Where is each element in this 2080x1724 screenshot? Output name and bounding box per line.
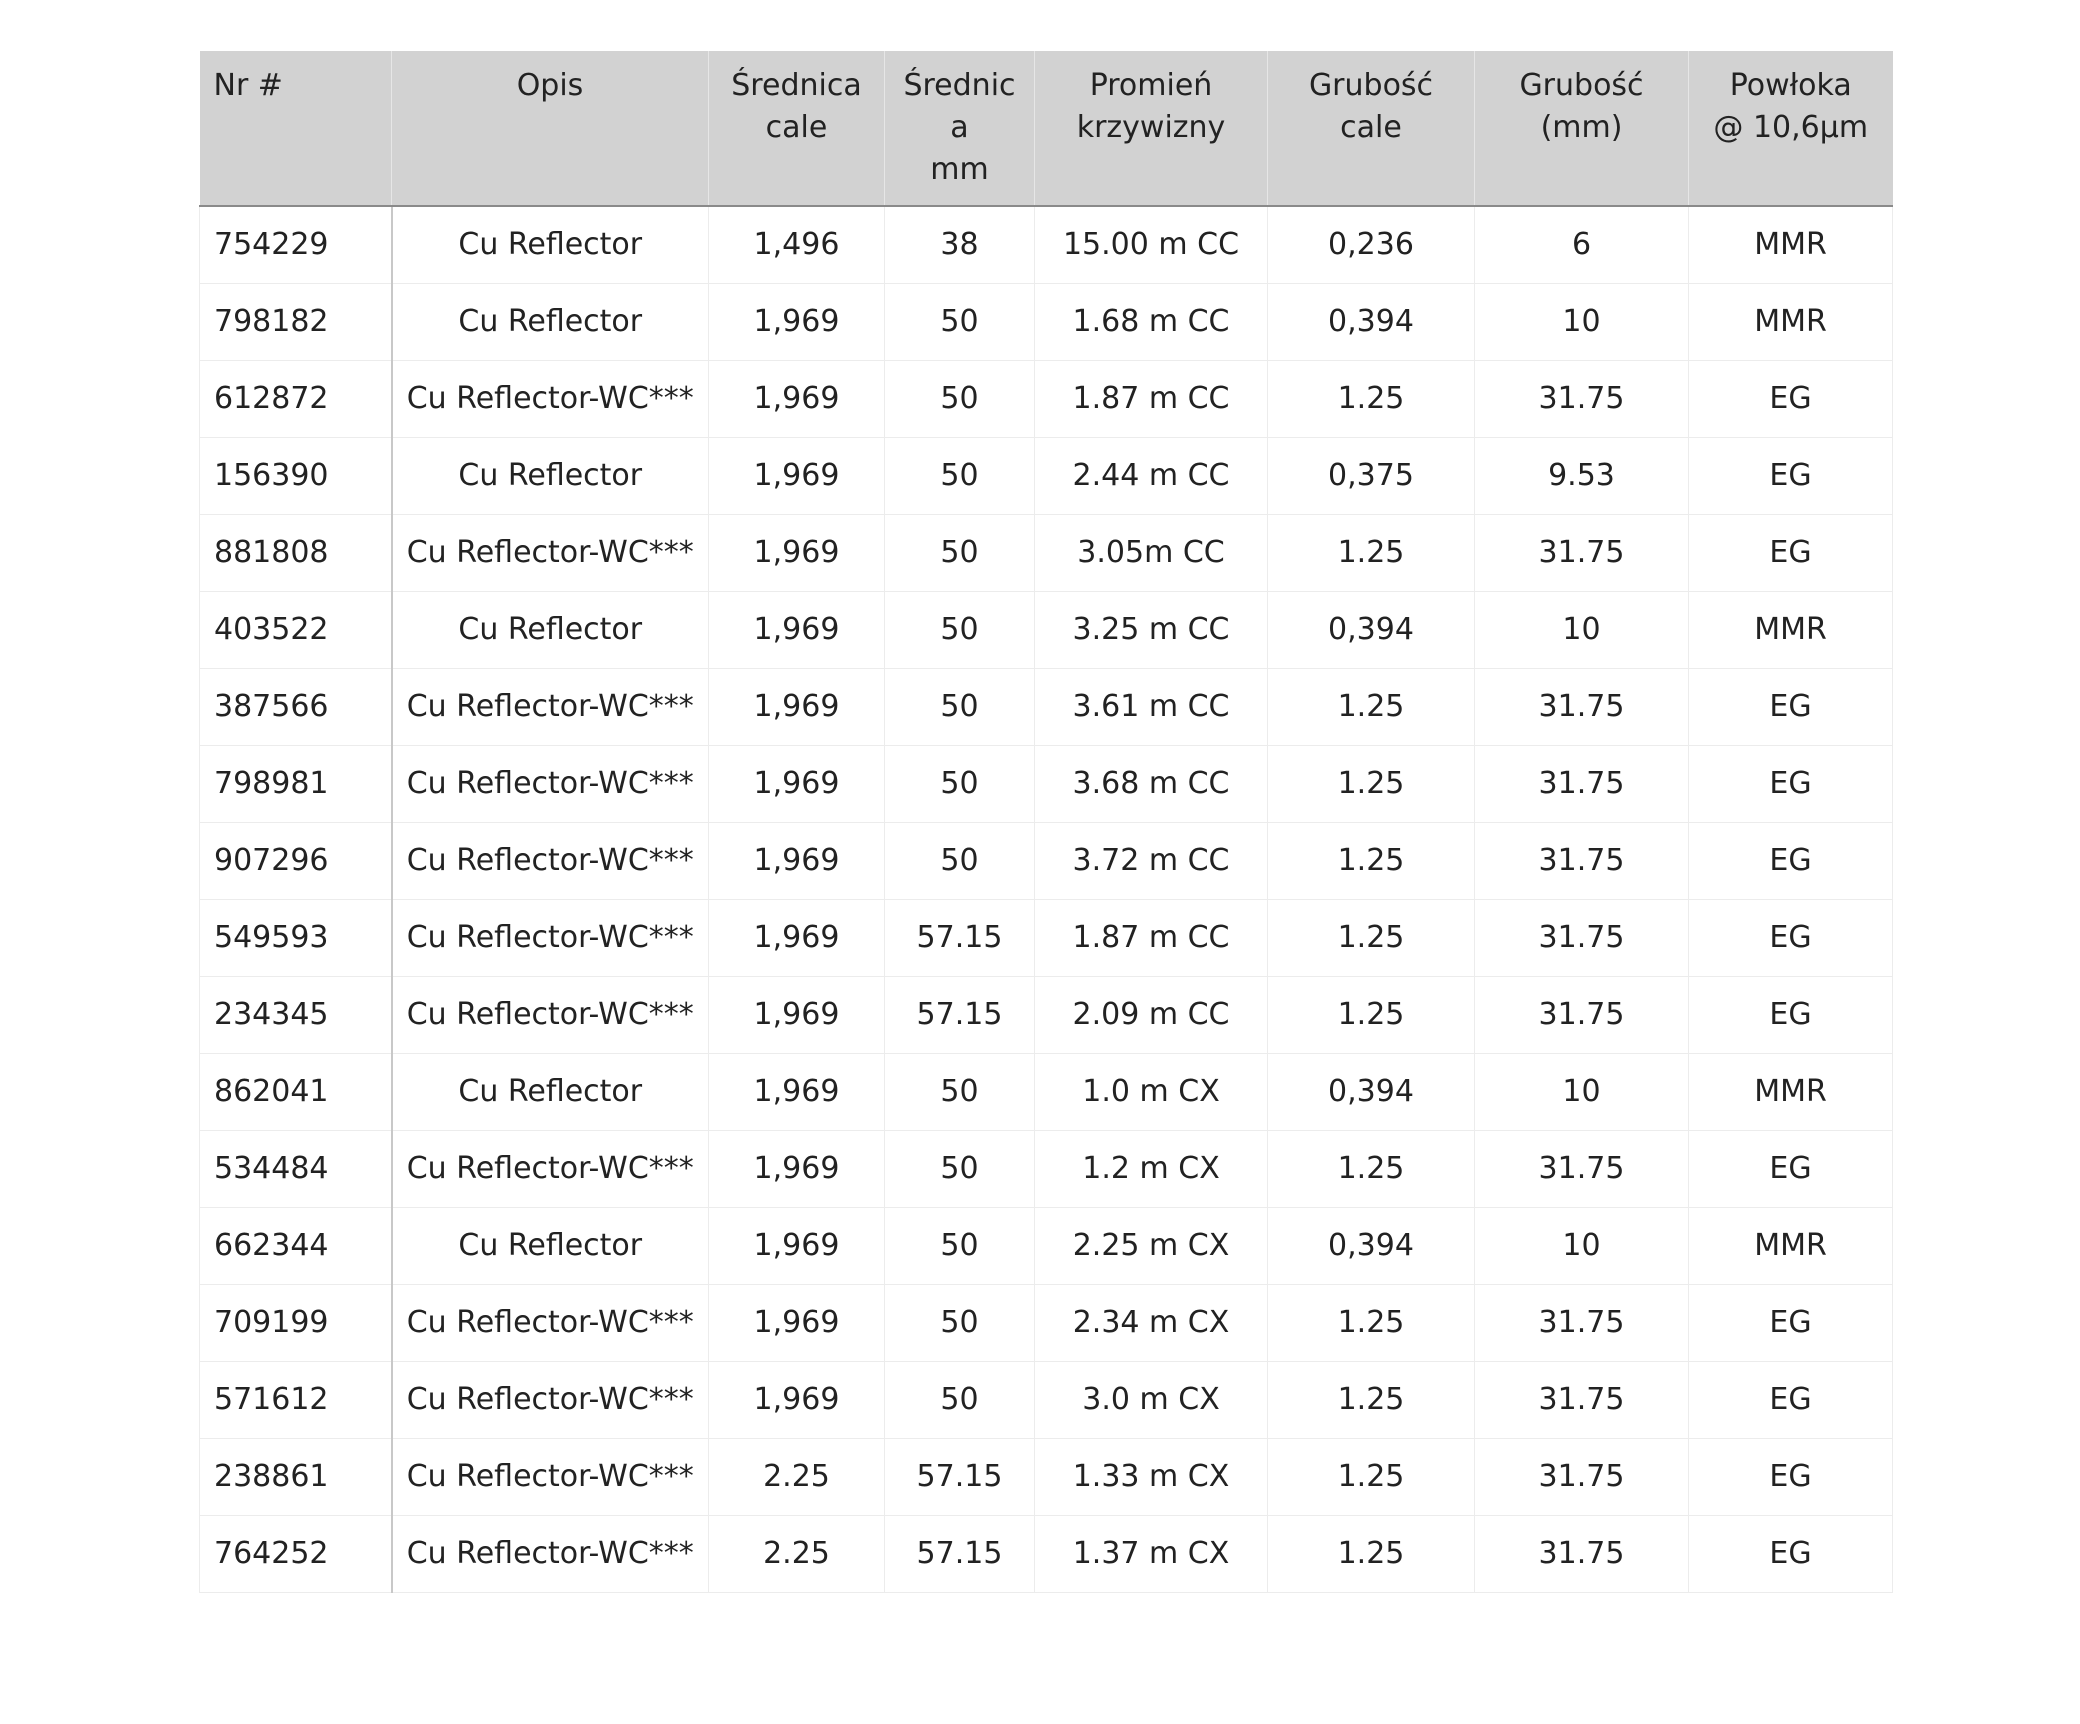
cell-diameter-inches: 1,969 [709,437,885,514]
cell-thickness-inches: 1.25 [1268,360,1475,437]
cell-coating: EG [1689,437,1893,514]
table-row [200,1361,1893,1438]
cell-diameter-mm: 50 [885,822,1035,899]
cell-coating: MMR [1689,591,1893,668]
cell-part-number: 403522 [200,591,392,668]
cell-part-number: 862041 [200,1053,392,1130]
cell-part-number: 662344 [200,1207,392,1284]
header-radius-of-curvature: Promień krzywizny [1035,51,1268,206]
table-row [200,1438,1893,1515]
cell-diameter-mm: 50 [885,1053,1035,1130]
cell-description: Cu Reflector [392,283,709,360]
cell-thickness-inches: 0,394 [1268,1207,1475,1284]
table-row [200,591,1893,668]
cell-thickness-inches: 0,375 [1268,437,1475,514]
cell-thickness-inches: 1.25 [1268,899,1475,976]
cell-thickness-inches: 0,236 [1268,206,1475,283]
table-row [200,1207,1893,1284]
cell-coating: EG [1689,1515,1893,1592]
cell-diameter-inches: 1,969 [709,514,885,591]
table-header [200,51,1893,206]
cell-thickness-inches: 1.25 [1268,976,1475,1053]
cell-part-number: 534484 [200,1130,392,1207]
cell-thickness-inches: 0,394 [1268,1053,1475,1130]
product-table-container [199,51,1892,1593]
cell-thickness-inches: 1.25 [1268,1130,1475,1207]
product-table [199,51,1893,1593]
cell-description: Cu Reflector [392,1207,709,1284]
table-row [200,1515,1893,1592]
cell-coating: EG [1689,899,1893,976]
cell-coating: EG [1689,1438,1893,1515]
cell-thickness-mm: 10 [1475,283,1689,360]
cell-part-number: 764252 [200,1515,392,1592]
cell-thickness-mm: 31.75 [1475,360,1689,437]
table-row [200,976,1893,1053]
cell-part-number: 881808 [200,514,392,591]
cell-diameter-inches: 1,969 [709,745,885,822]
cell-part-number: 754229 [200,206,392,283]
cell-part-number: 798981 [200,745,392,822]
cell-part-number: 571612 [200,1361,392,1438]
cell-diameter-mm: 50 [885,745,1035,822]
cell-diameter-inches: 1,969 [709,1284,885,1361]
cell-coating: EG [1689,668,1893,745]
cell-radius-of-curvature: 1.0 m CX [1035,1053,1268,1130]
cell-radius-of-curvature: 1.2 m CX [1035,1130,1268,1207]
cell-diameter-mm: 50 [885,591,1035,668]
cell-coating: MMR [1689,283,1893,360]
cell-part-number: 387566 [200,668,392,745]
cell-diameter-inches: 2.25 [709,1438,885,1515]
cell-radius-of-curvature: 3.61 m CC [1035,668,1268,745]
cell-part-number: 709199 [200,1284,392,1361]
cell-coating: MMR [1689,1053,1893,1130]
cell-diameter-inches: 1,969 [709,360,885,437]
cell-radius-of-curvature: 2.34 m CX [1035,1284,1268,1361]
cell-thickness-mm: 31.75 [1475,976,1689,1053]
cell-part-number: 238861 [200,1438,392,1515]
cell-description: Cu Reflector-WC*** [392,745,709,822]
cell-description: Cu Reflector-WC*** [392,668,709,745]
cell-thickness-inches: 1.25 [1268,1438,1475,1515]
cell-thickness-mm: 9.53 [1475,437,1689,514]
cell-diameter-mm: 50 [885,1284,1035,1361]
cell-part-number: 549593 [200,899,392,976]
cell-part-number: 612872 [200,360,392,437]
cell-thickness-inches: 1.25 [1268,1284,1475,1361]
cell-diameter-mm: 57.15 [885,1438,1035,1515]
cell-diameter-inches: 1,969 [709,283,885,360]
cell-description: Cu Reflector-WC*** [392,360,709,437]
table-row [200,822,1893,899]
cell-thickness-mm: 31.75 [1475,1361,1689,1438]
table-row [200,1284,1893,1361]
cell-thickness-mm: 31.75 [1475,1438,1689,1515]
cell-thickness-mm: 31.75 [1475,822,1689,899]
cell-thickness-inches: 0,394 [1268,591,1475,668]
cell-radius-of-curvature: 3.05m CC [1035,514,1268,591]
cell-thickness-inches: 1.25 [1268,514,1475,591]
cell-diameter-inches: 2.25 [709,1515,885,1592]
cell-thickness-inches: 1.25 [1268,745,1475,822]
cell-thickness-mm: 31.75 [1475,514,1689,591]
cell-description: Cu Reflector-WC*** [392,1284,709,1361]
cell-radius-of-curvature: 1.33 m CX [1035,1438,1268,1515]
header-thickness-inches: Grubość cale [1268,51,1475,206]
cell-thickness-mm: 31.75 [1475,1130,1689,1207]
header-row [200,51,1893,206]
cell-part-number: 798182 [200,283,392,360]
table-row [200,1130,1893,1207]
cell-coating: EG [1689,1361,1893,1438]
cell-description: Cu Reflector-WC*** [392,514,709,591]
cell-thickness-inches: 1.25 [1268,822,1475,899]
cell-diameter-inches: 1,969 [709,1361,885,1438]
table-row [200,514,1893,591]
cell-coating: EG [1689,822,1893,899]
cell-radius-of-curvature: 2.09 m CC [1035,976,1268,1053]
cell-coating: EG [1689,360,1893,437]
cell-thickness-inches: 0,394 [1268,283,1475,360]
cell-thickness-mm: 6 [1475,206,1689,283]
cell-diameter-inches: 1,969 [709,976,885,1053]
cell-thickness-inches: 1.25 [1268,668,1475,745]
cell-diameter-mm: 50 [885,437,1035,514]
cell-coating: MMR [1689,206,1893,283]
cell-description: Cu Reflector-WC*** [392,822,709,899]
header-diameter-mm: Średnic a mm [885,51,1035,206]
cell-description: Cu Reflector-WC*** [392,1438,709,1515]
cell-diameter-inches: 1,969 [709,1207,885,1284]
cell-radius-of-curvature: 15.00 m CC [1035,206,1268,283]
cell-coating: EG [1689,976,1893,1053]
cell-description: Cu Reflector [392,437,709,514]
table-row [200,283,1893,360]
table-row [200,360,1893,437]
cell-description: Cu Reflector-WC*** [392,1361,709,1438]
cell-radius-of-curvature: 2.25 m CX [1035,1207,1268,1284]
cell-thickness-mm: 31.75 [1475,899,1689,976]
cell-thickness-inches: 1.25 [1268,1361,1475,1438]
cell-description: Cu Reflector-WC*** [392,899,709,976]
cell-part-number: 234345 [200,976,392,1053]
cell-diameter-mm: 50 [885,1207,1035,1284]
cell-diameter-mm: 50 [885,1130,1035,1207]
cell-description: Cu Reflector-WC*** [392,1130,709,1207]
cell-coating: EG [1689,745,1893,822]
cell-thickness-mm: 31.75 [1475,745,1689,822]
cell-diameter-mm: 50 [885,360,1035,437]
table-row [200,745,1893,822]
header-part-number: Nr # [200,51,392,206]
cell-diameter-inches: 1,969 [709,899,885,976]
cell-diameter-mm: 57.15 [885,976,1035,1053]
table-row [200,1053,1893,1130]
cell-radius-of-curvature: 1.37 m CX [1035,1515,1268,1592]
cell-coating: MMR [1689,1207,1893,1284]
cell-radius-of-curvature: 3.72 m CC [1035,822,1268,899]
cell-diameter-mm: 38 [885,206,1035,283]
cell-thickness-mm: 31.75 [1475,1515,1689,1592]
table-row [200,899,1893,976]
cell-diameter-mm: 57.15 [885,899,1035,976]
cell-diameter-inches: 1,969 [709,668,885,745]
cell-description: Cu Reflector-WC*** [392,1515,709,1592]
cell-diameter-mm: 50 [885,514,1035,591]
cell-diameter-mm: 50 [885,1361,1035,1438]
cell-thickness-inches: 1.25 [1268,1515,1475,1592]
table-row [200,668,1893,745]
cell-radius-of-curvature: 1.87 m CC [1035,360,1268,437]
cell-description: Cu Reflector [392,1053,709,1130]
cell-thickness-mm: 10 [1475,591,1689,668]
cell-thickness-mm: 10 [1475,1207,1689,1284]
header-description: Opis [392,51,709,206]
cell-radius-of-curvature: 3.0 m CX [1035,1361,1268,1438]
cell-coating: EG [1689,1284,1893,1361]
cell-diameter-inches: 1,496 [709,206,885,283]
cell-thickness-mm: 31.75 [1475,668,1689,745]
cell-coating: EG [1689,1130,1893,1207]
cell-diameter-mm: 50 [885,283,1035,360]
table-body [200,206,1893,1592]
cell-diameter-inches: 1,969 [709,822,885,899]
cell-description: Cu Reflector [392,591,709,668]
header-coating: Powłoka @ 10,6µm [1689,51,1893,206]
cell-radius-of-curvature: 3.25 m CC [1035,591,1268,668]
cell-diameter-mm: 50 [885,668,1035,745]
cell-description: Cu Reflector-WC*** [392,976,709,1053]
table-row [200,437,1893,514]
cell-thickness-mm: 10 [1475,1053,1689,1130]
cell-radius-of-curvature: 3.68 m CC [1035,745,1268,822]
cell-part-number: 156390 [200,437,392,514]
cell-diameter-mm: 57.15 [885,1515,1035,1592]
table-row [200,206,1893,283]
cell-thickness-mm: 31.75 [1475,1284,1689,1361]
cell-coating: EG [1689,514,1893,591]
cell-description: Cu Reflector [392,206,709,283]
cell-diameter-inches: 1,969 [709,1130,885,1207]
cell-diameter-inches: 1,969 [709,1053,885,1130]
header-diameter-inches: Średnica cale [709,51,885,206]
cell-radius-of-curvature: 1.87 m CC [1035,899,1268,976]
cell-part-number: 907296 [200,822,392,899]
cell-radius-of-curvature: 1.68 m CC [1035,283,1268,360]
cell-radius-of-curvature: 2.44 m CC [1035,437,1268,514]
header-thickness-mm: Grubość (mm) [1475,51,1689,206]
cell-diameter-inches: 1,969 [709,591,885,668]
